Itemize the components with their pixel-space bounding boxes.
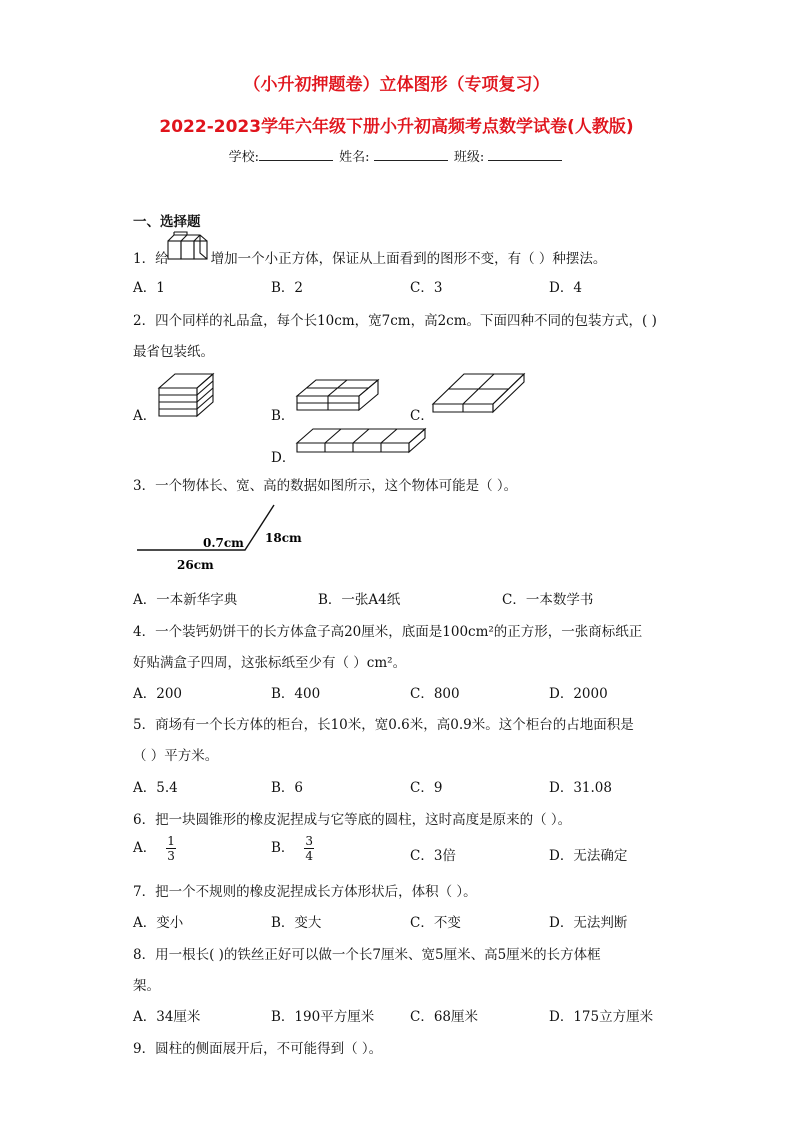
q6-option-d[interactable]: D．无法确定 <box>549 848 628 864</box>
q8-option-d[interactable]: D．175立方厘米 <box>549 1009 654 1025</box>
q6-option-b-fraction: $\frac{3}{4}$ <box>305 834 314 863</box>
q8-option-a[interactable]: A．34厘米 <box>133 1009 201 1025</box>
q6-option-a-fraction: $\frac{1}{3}$ <box>167 834 175 863</box>
question-8-line-1: 8．用一根长( )的铁丝正好可以做一个长7厘米、宽5厘米、高5厘米的长方体框 <box>133 947 601 963</box>
q7-option-d[interactable]: D．无法判断 <box>549 915 628 931</box>
question-9: 9．圆柱的侧面展开后，不可能得到（ ）。 <box>133 1041 383 1057</box>
q6-option-c[interactable]: C．3倍 <box>410 848 456 864</box>
question-4-line-2: 好贴满盒子四周，这张标纸至少有（ ）cm²。 <box>133 655 407 671</box>
q7-option-b[interactable]: B．变大 <box>271 915 322 931</box>
question-5-line-1: 5．商场有一个长方体的柜台，长10米，宽0.6米，高0.9米。这个柜台的占地面积是 <box>133 717 634 733</box>
question-8-line-2: 架。 <box>133 978 160 994</box>
question-7: 7．把一个不规则的橡皮泥捏成长方体形状后，体积（ ）。 <box>133 884 477 900</box>
title-line-1: （小升初押题卷）立体图形（专项复习） <box>243 75 550 95</box>
q2-option-a[interactable]: A． <box>133 408 157 424</box>
q2-flat-square-figure <box>432 372 526 414</box>
q1-option-b[interactable]: B．2 <box>271 280 304 296</box>
q4-option-b[interactable]: B．400 <box>271 686 321 702</box>
name-blank[interactable] <box>374 148 448 161</box>
title-line-2: 2022-2023学年六年级下册小升初高频考点数学试卷(人教版) <box>159 117 634 137</box>
q2-two-by-two-flat-figure <box>296 378 380 412</box>
q1-suffix: 增加一个小正方体，保证从上面看到的图形不变，有（ ）种摆法。 <box>210 251 607 267</box>
q3-dimension-figure <box>137 505 317 575</box>
q3-option-b[interactable]: B．一张A4纸 <box>318 592 401 608</box>
name-label: 姓名: <box>339 150 374 165</box>
q3-option-c[interactable]: C．一本数学书 <box>502 592 594 608</box>
q3-option-a[interactable]: A．一本新华字典 <box>133 592 238 608</box>
q2-stack-figure <box>158 372 218 418</box>
student-info <box>0 146 793 165</box>
q1-option-d[interactable]: D．4 <box>549 280 582 296</box>
q4-option-c[interactable]: C．800 <box>410 686 460 702</box>
q4-option-a[interactable]: A．200 <box>133 686 183 702</box>
section-choice-title: 一、选择题 <box>133 214 201 230</box>
q8-option-b[interactable]: B．190平方厘米 <box>271 1009 375 1025</box>
q7-option-a[interactable]: A．变小 <box>133 915 184 931</box>
q4-option-d[interactable]: D．2000 <box>549 686 608 702</box>
q1-option-c[interactable]: C．3 <box>410 280 443 296</box>
q5-option-c[interactable]: C．9 <box>410 780 443 796</box>
q2-option-d[interactable]: D． <box>271 450 296 466</box>
q6-option-a[interactable] <box>133 834 176 863</box>
q3-label-width: 0.7cm <box>203 536 244 550</box>
q2-row-of-four-figure <box>296 426 428 454</box>
q5-option-a[interactable]: A．5.4 <box>133 780 178 796</box>
q5-option-b[interactable]: B．6 <box>271 780 304 796</box>
q2-option-c[interactable]: C． <box>410 408 434 424</box>
class-label: 班级: <box>453 150 489 165</box>
q5-option-d[interactable]: D．31.08 <box>549 780 612 796</box>
q3-label-height: 18cm <box>265 531 302 545</box>
question-3: 3．一个物体长、宽、高的数据如图所示，这个物体可能是（ ）。 <box>133 478 518 494</box>
question-2-line-2: 最省包装纸。 <box>133 344 214 360</box>
school-label: 学校: <box>228 150 260 165</box>
q7-option-c[interactable]: C．不变 <box>410 915 461 931</box>
question-2-line-1: 2．四个同样的礼品盒，每个长10cm，宽7cm，高2cm。下面四种不同的包装方式，( ) <box>133 313 657 329</box>
q1-prefix: 1．给 <box>133 251 169 267</box>
q2-option-b[interactable]: B． <box>271 408 295 424</box>
q8-option-c[interactable]: C．68厘米 <box>410 1009 479 1025</box>
q1-option-a[interactable]: A．1 <box>133 280 165 296</box>
class-blank[interactable] <box>488 148 562 161</box>
q1-cube-figure <box>167 232 211 262</box>
q3-label-length: 26cm <box>177 558 214 572</box>
q6-option-b[interactable] <box>271 834 314 863</box>
question-4-line-1: 4．一个装钙奶饼干的长方体盒子高20厘米，底面是100cm²的正方形，一张商标纸正 <box>133 624 643 640</box>
school-blank[interactable] <box>259 148 333 161</box>
question-5-line-2: （ ）平方米。 <box>133 748 219 764</box>
question-6: 6．把一块圆锥形的橡皮泥捏成与它等底的圆柱，这时高度是原来的（ ）。 <box>133 812 572 828</box>
q6-option-a-label: A． <box>133 840 157 856</box>
q6-option-b-label: B． <box>271 840 295 856</box>
